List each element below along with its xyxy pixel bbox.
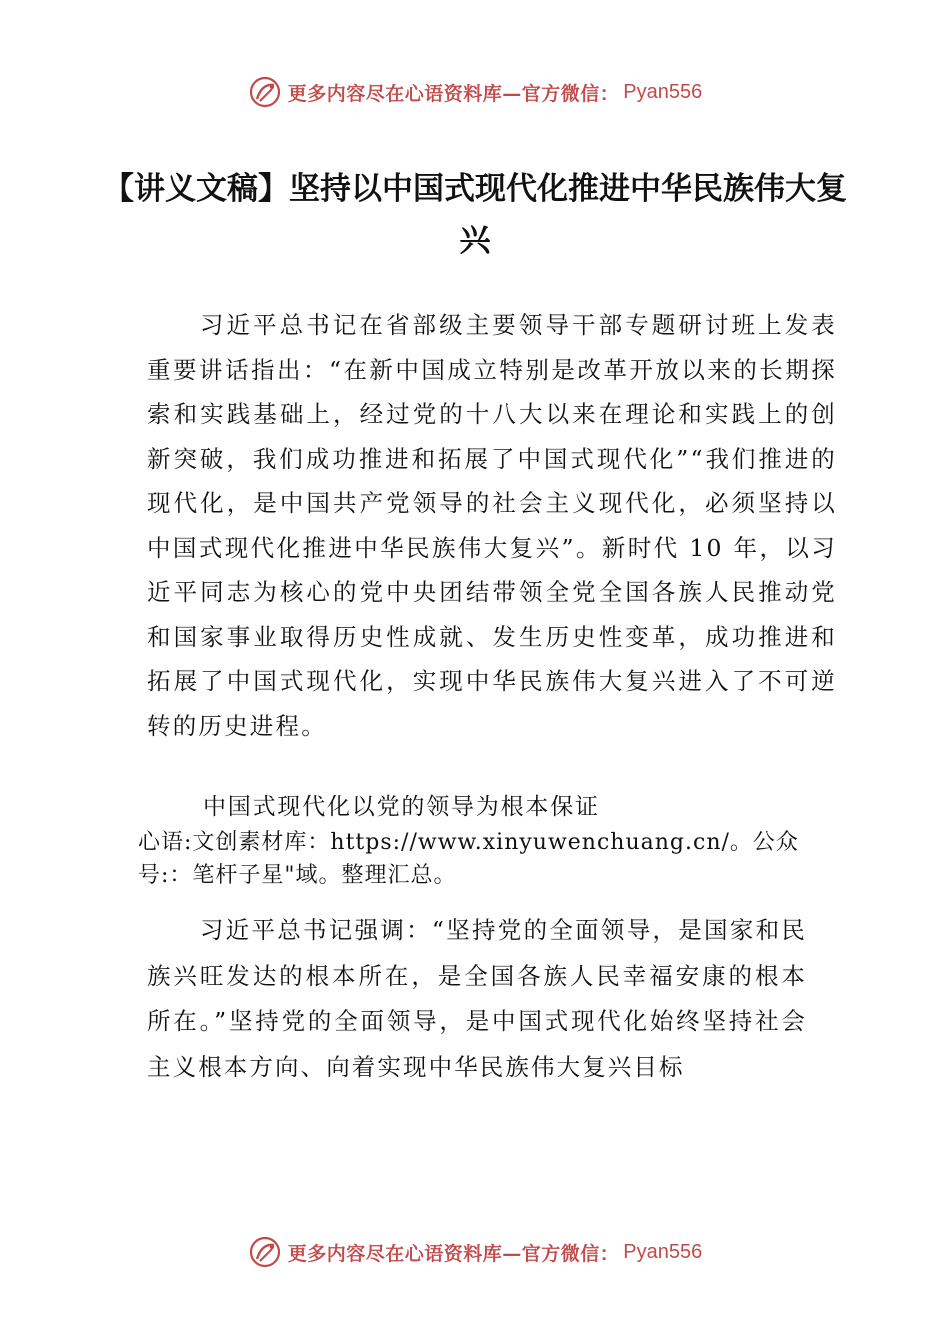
brand-logo-icon <box>248 75 282 109</box>
header-banner <box>0 72 950 112</box>
body-paragraph-2: 习近平总书记强调：“坚持党的全面领导，是国家和民族兴旺发达的根本所在，是全国各族人民幸福安康的根本所在。”坚持党的全面领导，是中国式现代化始终坚持社会主义根本方向、向着实现中华民族伟大复兴目标 <box>147 916 807 1081</box>
brand-logo-icon <box>248 1235 282 1269</box>
document-title: 【讲义文稿】坚持以中国式现代化推进中华民族伟大复兴 <box>103 171 847 259</box>
banner-wechat-id: Pyan556 <box>623 1240 703 1263</box>
section-heading: 中国式现代化以党的领导为根本保证 <box>203 794 600 820</box>
footer-banner <box>0 1232 950 1272</box>
body-paragraph-1: 习近平总书记在省部级主要领导干部专题研讨班上发表重要讲话指出：“在新中国成立特别是改革开放以来的长期探索和实践基础上，经过党的十八大以来在理论和实践上的创新突破，我们成功推进和拓展了中国式现代化”“我们推进的现代化，是中国共产党领导的社会主义现代化，必须坚持以中国式现代化推进中华民族伟大复兴”。新时代 10 年，以习近平同志为核心的党中央团结带领全党全国各族人民推动党和国家事业取得历史性成就、发生历史性变革，成功推进和拓展了中国式现代化，实现中华民族伟大复兴进入了不可逆转的历史进程。 <box>147 311 837 740</box>
source-note: 心语:文创素材库：https://www.xinyuwenchuang.cn/。公众号:：笔杆子星"域。整理汇总。 <box>138 830 799 888</box>
banner-text: 更多内容尽在心语资料库—官方微信： <box>287 1242 620 1265</box>
banner-text: 更多内容尽在心语资料库—官方微信： <box>287 82 620 105</box>
banner-wechat-id: Pyan556 <box>623 80 703 103</box>
